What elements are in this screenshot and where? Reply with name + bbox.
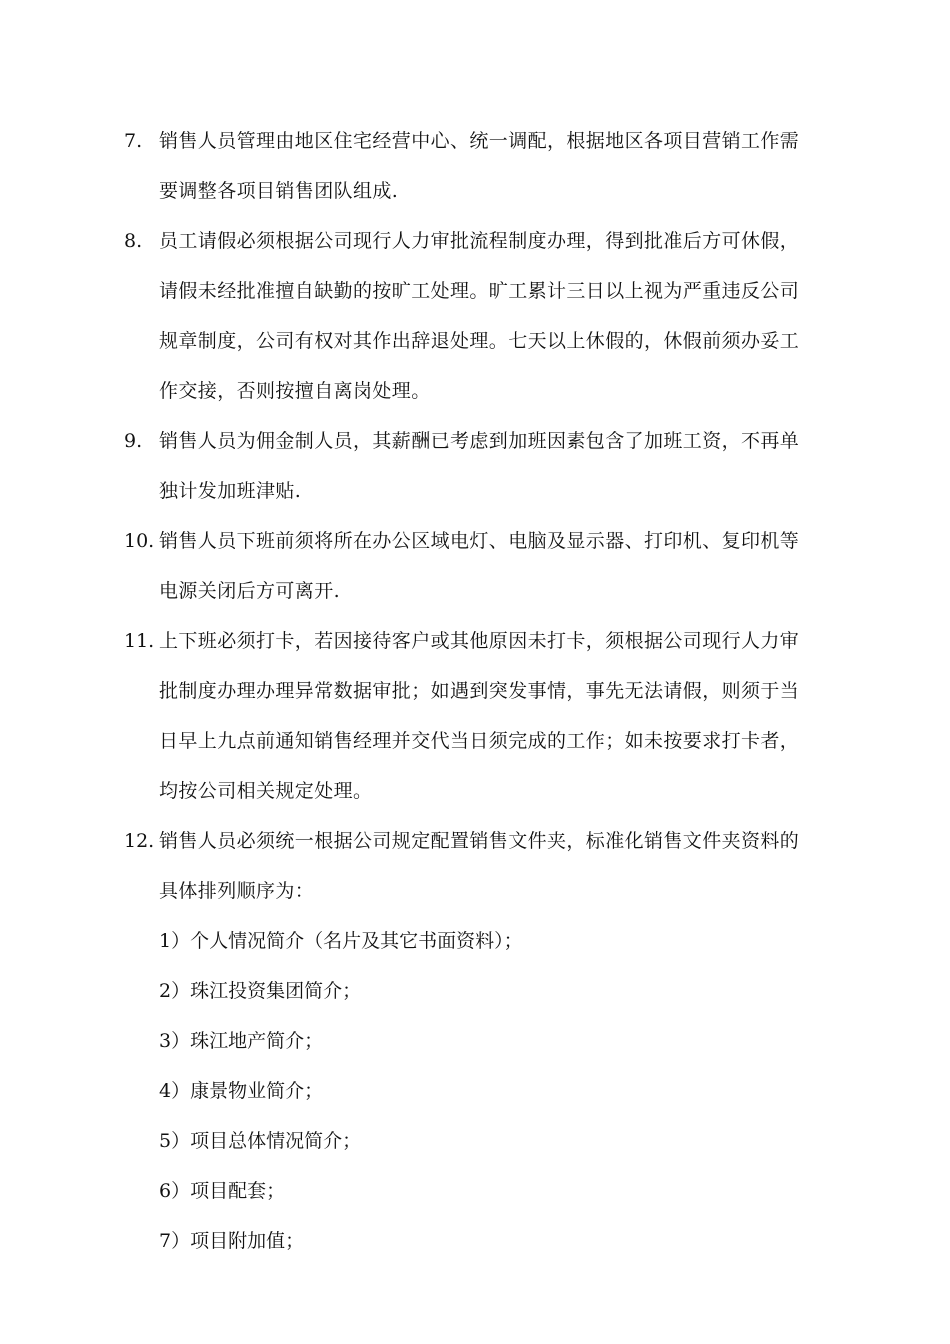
text-line: 员工请假必须根据公司现行人力审批流程制度办理，得到批准后方可休假， <box>159 230 800 252</box>
text-line: 日早上九点前通知销售经理并交代当日须完成的工作；如未按要求打卡者， <box>159 730 800 752</box>
sub-list-item: 2）珠江投资集团简介； <box>159 980 362 1002</box>
sub-list-item: 4）康景物业简介； <box>159 1080 324 1102</box>
text-line: 规章制度，公司有权对其作出辞退处理。七天以上休假的，休假前须办妥工 <box>159 330 800 352</box>
list-item-10 <box>124 516 840 616</box>
text-line: 独计发加班津贴. <box>159 480 302 502</box>
item-text <box>159 616 840 816</box>
item-number: 9. <box>124 430 143 452</box>
text-line: 上下班必须打卡，若因接待客户或其他原因未打卡，须根据公司现行人力审 <box>159 630 800 652</box>
sub-list-item: 5）项目总体情况简介； <box>159 1130 362 1152</box>
text-line: 请假未经批准擅自缺勤的按旷工处理。旷工累计三日以上视为严重违反公司 <box>159 280 800 302</box>
item-text <box>159 116 840 216</box>
list-item-12 <box>124 816 840 916</box>
list-item-7 <box>124 116 840 216</box>
item-text <box>159 516 840 616</box>
sub-list-item: 6）项目配套； <box>159 1180 286 1202</box>
text-line: 作交接，否则按擅自离岗处理。 <box>159 380 431 402</box>
item-number: 8. <box>124 230 143 252</box>
sub-list-item: 7）项目附加值； <box>159 1230 305 1252</box>
text-line: 要调整各项目销售团队组成. <box>159 180 399 202</box>
item-number: 10. <box>124 530 155 552</box>
text-line: 批制度办理办理异常数据审批；如遇到突发事情，事先无法请假，则须于当 <box>159 680 800 702</box>
item-text <box>159 416 840 516</box>
text-line: 销售人员为佣金制人员，其薪酬已考虑到加班因素包含了加班工资，不再单 <box>159 430 800 452</box>
text-line: 具体排列顺序为： <box>159 880 315 902</box>
item-number: 11. <box>124 630 155 652</box>
sub-list-item: 1）个人情况简介（名片及其它书面资料）； <box>159 930 523 952</box>
item-number: 12. <box>124 830 155 852</box>
list-item-9 <box>124 416 840 516</box>
text-line: 均按公司相关规定处理。 <box>159 780 373 802</box>
item-text <box>159 216 840 416</box>
item-number: 7. <box>124 130 143 152</box>
item-text <box>159 816 840 916</box>
text-line: 销售人员必须统一根据公司规定配置销售文件夹，标准化销售文件夹资料的 <box>159 830 800 852</box>
list-item-8 <box>124 216 840 416</box>
text-line: 销售人员管理由地区住宅经营中心、统一调配，根据地区各项目营销工作需 <box>159 130 800 152</box>
list-item-11 <box>124 616 840 816</box>
text-line: 销售人员下班前须将所在办公区域电灯、电脑及显示器、打印机、复印机等 <box>159 530 800 552</box>
sub-list-item: 3）珠江地产简介； <box>159 1030 324 1052</box>
text-line: 电源关闭后方可离开. <box>159 580 341 602</box>
folder-order-list <box>0 916 950 1266</box>
